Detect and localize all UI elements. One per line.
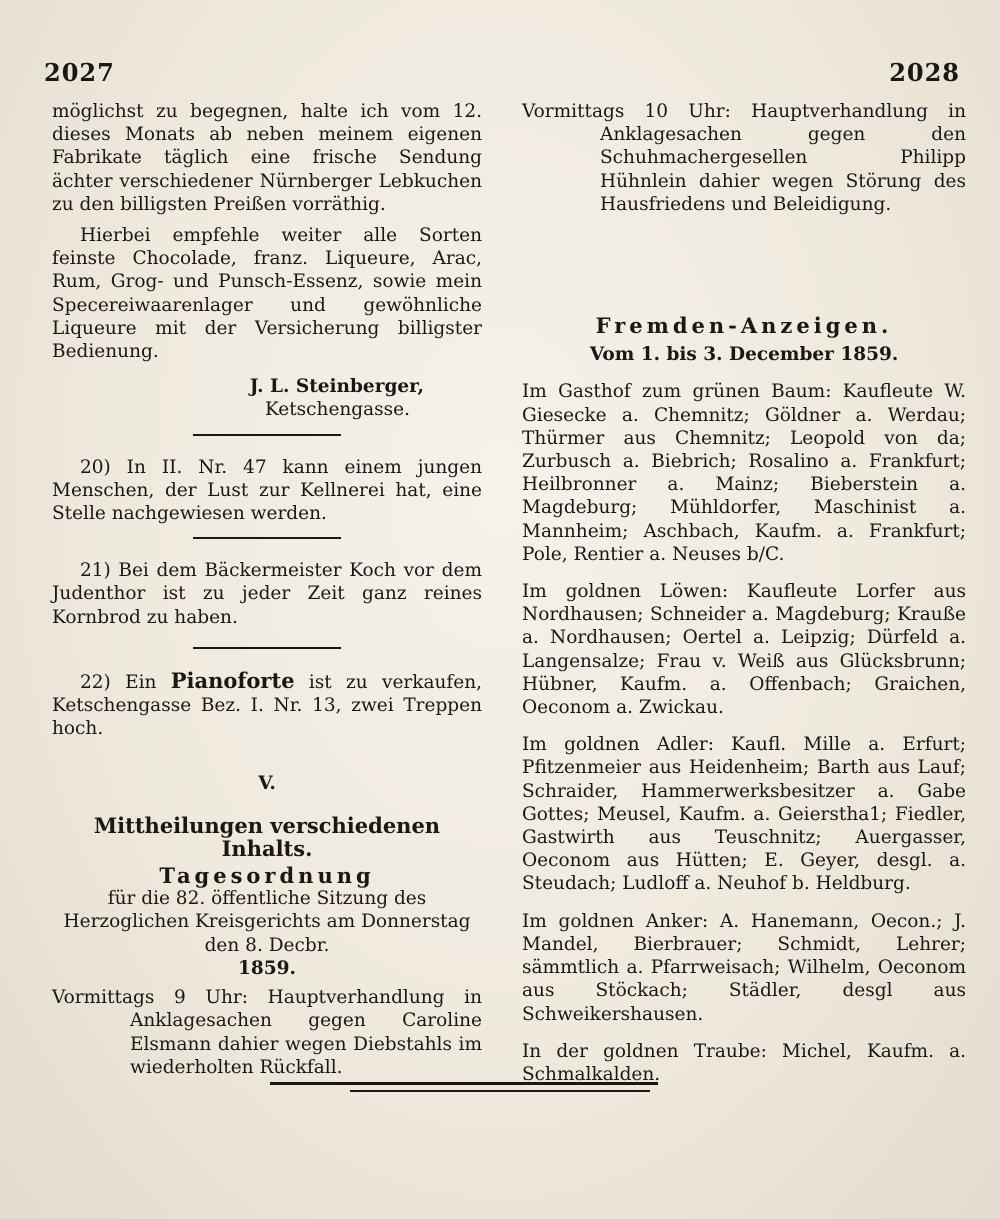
bottom-rule-secondary	[350, 1090, 650, 1092]
section-title: Mittheilungen verschiedenen Inhalts.	[93, 812, 441, 861]
left-column	[52, 100, 482, 1079]
section-number: V.	[258, 773, 276, 795]
agenda-year: 1859.	[238, 957, 296, 979]
right-column	[522, 100, 966, 1086]
bottom-rule	[270, 1082, 658, 1085]
separator-rule	[193, 434, 341, 436]
entry-gruener-baum: Im Gasthof zum grünen Baum: Kaufleute W. Giesecke a. Chemnitz; Göldner a. Werdau; Thürmer aus Chemnitz; Leopold von da; Zurbusch a. Biebrich; Rosalino a. Frankfurt; Heilbronner a. Mainz; Bieberstein a. Magdeburg; Mühldorfer, Maschinist a. Mannheim; Aschbach, Kaufm. a. Frankfurt; Pole, Rentier a. Neuses b/C.	[522, 381, 966, 565]
agenda-title: Tagesordnung	[159, 863, 375, 889]
ad-21: 21) Bei dem Bäckermeister Koch vor dem Judenthor ist zu jeder Zeit ganz reines Kornbrod zu haben.	[52, 560, 482, 628]
foreigners-title: Fremden-Anzeigen.	[595, 313, 893, 339]
agenda-item-2: Vormittags 10 Uhr: Hauptverhandlung in Anklagesachen gegen den Schuhmachergesellen Philipp Hühnlein dahier wegen Störung des Hausfriedens und Beleidigung.	[522, 101, 966, 215]
entry-goldner-adler: Im goldnen Adler: Kaufl. Mille a. Erfurt; Pfitzenmeier aus Heidenheim; Barth aus Lauf; Schraider, Hammerwerksbesitzer a. Gabe Gottes; Meusel, Kaufm. a. Geierstha1; Fiedler, Gastwirth aus Teuschnitz; Auergasser, Oeconom aus Hütten; E. Geyer, desgl. a. Steudach; Ludloff a. Neuhof b. Heldburg.	[522, 734, 966, 895]
entry-goldner-loewe: Im goldnen Löwen: Kaufleute Lorfer aus Nordhausen; Schneider a. Magdeburg; Krauße a. Nordhausen; Oertel a. Leipzig; Dürfeld a. Langensalze; Frau v. Weiß aus Glücksbrunn; Hübner, Kaufm. a. Offenbach; Graichen, Oeconom a. Zwickau.	[522, 581, 966, 719]
agenda-item-1: Vormittags 9 Uhr: Hauptverhandlung in Anklagesachen gegen Caroline Elsmann dahier wegen Diebstahls im wiederholten Rückfall.	[52, 987, 482, 1078]
page-number-right: 2028	[889, 58, 960, 87]
ad-22-text: ist zu verkaufen, Ketschengasse Bez. I. Nr. 13, zwei Treppen hoch.	[52, 671, 483, 740]
ad-22	[52, 669, 482, 741]
ad-22-keyword: Pianoforte	[170, 667, 295, 693]
entry-goldner-anker: Im goldnen Anker: A. Hanemann, Oecon.; J. Mandel, Bierbrauer; Schmidt, Lehrer; sämmtlich a. Pfarrweisach; Wilhelm, Oeconom aus Stöckach; Städler, desgl aus Schweikershausen.	[522, 910, 966, 1025]
advertiser-address: Ketschengasse.	[264, 399, 410, 421]
ad-text-paragraph: Hierbei empfehle weiter alle Sorten feinste Chocolade, franz. Liqueure, Arac, Rum, Grog- und Punsch-Essenz, sowie mein Specereiwaarenlager und gewöhnliche Liqueure mit der Versicherung billigster Bedienung.	[52, 225, 482, 363]
entry-goldne-traube: In der goldnen Traube: Michel, Kaufm. a. Schmalkalden.	[522, 1040, 966, 1085]
separator-rule	[193, 647, 341, 649]
page-number-left: 2027	[44, 58, 115, 87]
foreigners-date: Vom 1. bis 3. December 1859.	[589, 344, 899, 366]
advertiser-name: J. L. Steinberger,	[249, 376, 424, 398]
ad-22-number: 22) Ein	[80, 671, 171, 693]
ad-text-continuation: möglichst zu begegnen, halte ich vom 12. dieses Monats ab neben meinem eigenen Fabrikate täglich eine frische Sendung ächter verschiedener Nürnberger Lebkuchen zu den billigsten Preißen vorräthig.	[52, 101, 482, 215]
ad-20: 20) In II. Nr. 47 kann einem jungen Menschen, der Lust zur Kellnerei hat, eine Stelle nachgewiesen werden.	[52, 456, 482, 525]
agenda-subtitle: für die 82. öffentliche Sitzung des Herzoglichen Kreisgerichts am Donnerstag den 8. Decbr.	[63, 888, 471, 956]
separator-rule	[193, 537, 341, 539]
